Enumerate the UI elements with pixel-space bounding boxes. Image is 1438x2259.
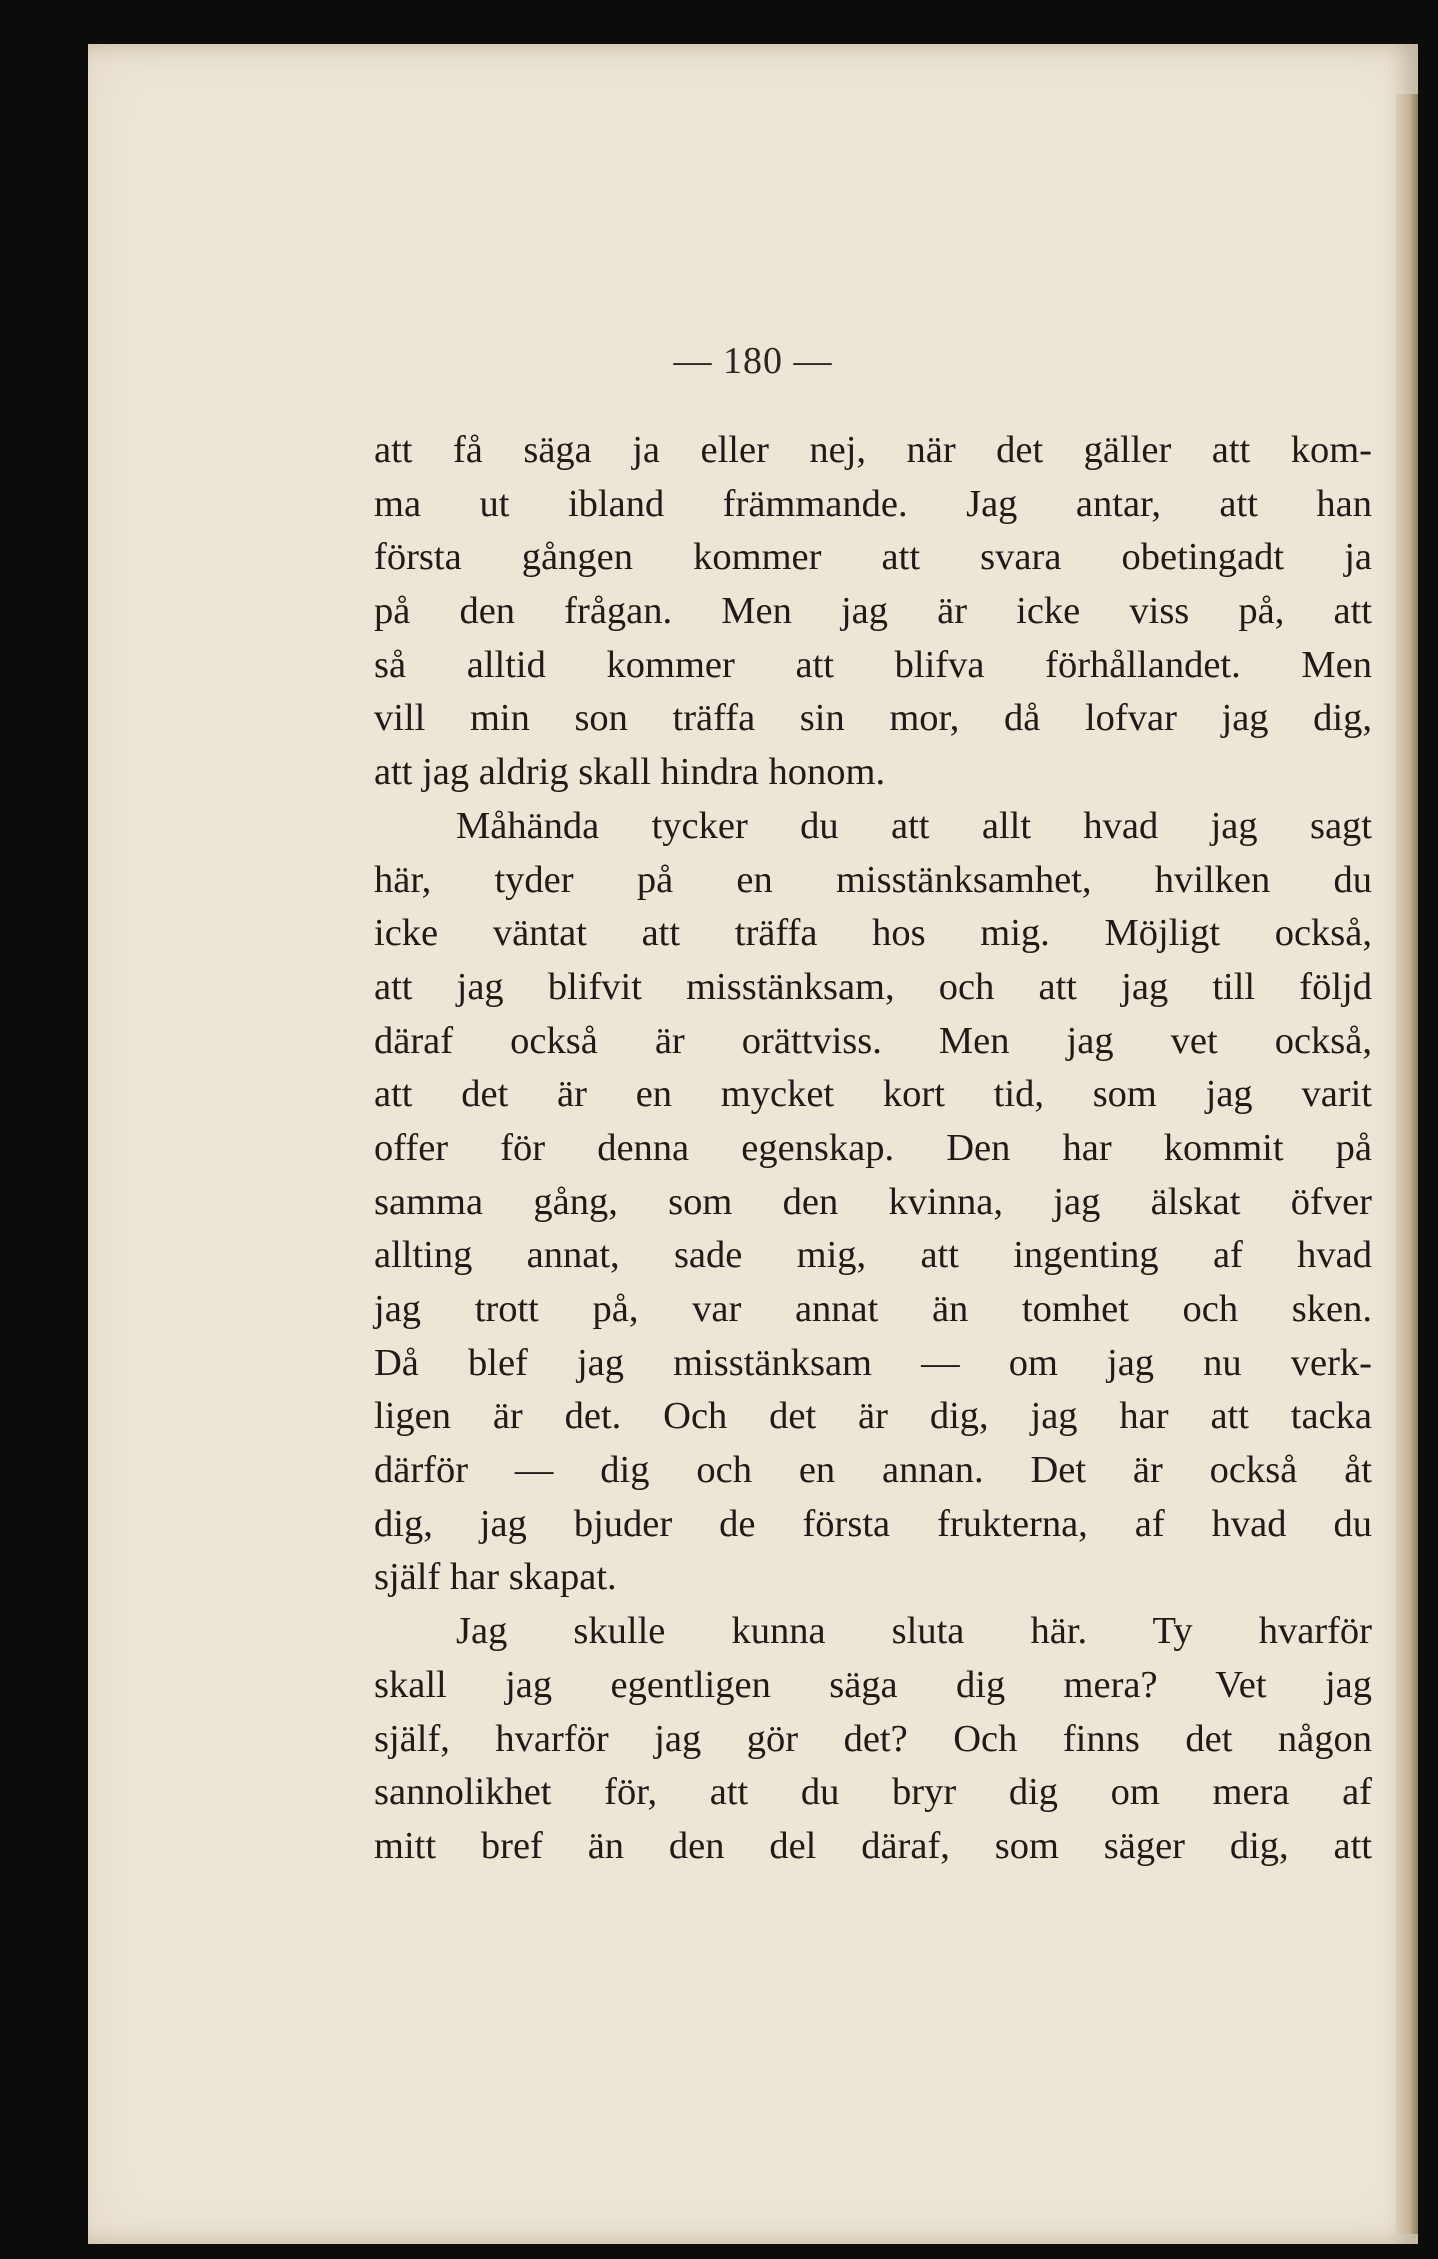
page-edge bbox=[1396, 94, 1418, 2234]
text-line: ma ut ibland främmande. Jag antar, att han bbox=[374, 482, 1372, 525]
text-line: samma gång, som den kvinna, jag älskat öfver bbox=[374, 1180, 1372, 1223]
text-line: Då blef jag misstänksam — om jag nu verk- bbox=[374, 1341, 1372, 1384]
text-line: allting annat, sade mig, att ingenting af hvad bbox=[374, 1234, 1372, 1277]
text-line: vill min son träffa sin mor, då lofvar jag dig, bbox=[374, 697, 1372, 740]
text-line: att det är en mycket kort tid, som jag varit bbox=[374, 1073, 1372, 1116]
text-line: skall jag egentligen säga dig mera? Vet jag bbox=[374, 1663, 1372, 1706]
text-line: däraf också är orättviss. Men jag vet också, bbox=[374, 1019, 1372, 1062]
text-line: själf har skapat. bbox=[374, 1556, 617, 1599]
text-line: sannolikhet för, att du bryr dig om mera af bbox=[374, 1771, 1372, 1814]
text-line: offer för denna egenskap. Den har kommit på bbox=[374, 1126, 1372, 1169]
text-line: att få säga ja eller nej, när det gäller att kom- bbox=[374, 429, 1372, 471]
text-line: jag trott på, var annat än tomhet och sken. bbox=[374, 1288, 1372, 1330]
text-line: dig, jag bjuder de första frukterna, af hvad du bbox=[374, 1502, 1372, 1545]
text-line: så alltid kommer att blifva förhållandet. Men bbox=[374, 643, 1372, 686]
text-line: Jag skulle kunna sluta här. Ty hvarför bbox=[456, 1610, 1372, 1653]
text-line: icke väntat att träffa hos mig. Möjligt också, bbox=[374, 912, 1372, 955]
text-line: mitt bref än den del däraf, som säger dig, att bbox=[374, 1824, 1372, 1867]
body-text bbox=[374, 424, 1372, 1874]
book-page bbox=[88, 44, 1418, 2244]
text-line: Måhända tycker du att allt hvad jag sagt bbox=[456, 804, 1372, 847]
text-line: på den frågan. Men jag är icke viss på, att bbox=[374, 590, 1372, 633]
text-line: ligen är det. Och det är dig, jag har att tacka bbox=[374, 1395, 1372, 1438]
text-line: själf, hvarför jag gör det? Och finns det någon bbox=[374, 1717, 1372, 1760]
text-line: att jag aldrig skall hindra honom. bbox=[374, 751, 886, 794]
text-line: här, tyder på en misstänksamhet, hvilken du bbox=[374, 858, 1372, 901]
text-line: därför — dig och en annan. Det är också åt bbox=[374, 1449, 1372, 1492]
text-line: första gången kommer att svara obetingadt ja bbox=[374, 536, 1372, 579]
text-line: att jag blifvit misstänksam, och att jag till följd bbox=[374, 965, 1372, 1008]
page-number: — 180 — bbox=[673, 340, 833, 382]
